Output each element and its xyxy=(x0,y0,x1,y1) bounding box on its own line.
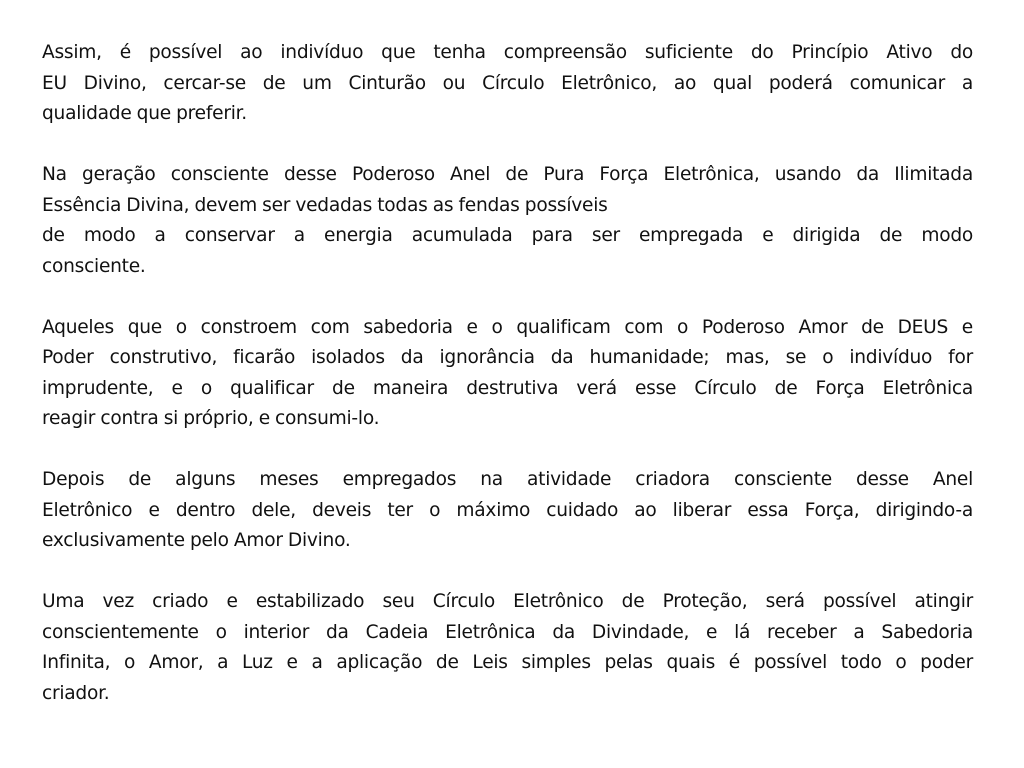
text-line: reagir contra si próprio, e consumi-lo. xyxy=(42,408,380,429)
paragraph-6 xyxy=(42,587,973,709)
paragraph-1 xyxy=(42,38,973,130)
text-line: imprudente, e o qualificar de maneira destrutiva verá esse Círculo de Força Eletrônica xyxy=(42,377,973,399)
text-line: Essência Divina, devem ser vedadas todas as fendas possíveis xyxy=(42,194,608,216)
paragraph-2 xyxy=(42,160,973,221)
text-line: de modo a conservar a energia acumulada para ser empregada e dirigida de modo xyxy=(42,225,973,246)
paragraph-5 xyxy=(42,465,973,557)
text-line: EU Divino, cercar-se de um Cinturão ou Círculo Eletrônico, ao qual poderá comunicar a xyxy=(42,72,973,94)
text-line: Uma vez criado e estabilizado seu Círculo Eletrônico de Proteção, será possível atingir xyxy=(42,591,973,612)
text-line: qualidade que preferir. xyxy=(42,103,247,124)
text-line: Depois de alguns meses empregados na atividade criadora consciente desse Anel xyxy=(42,469,973,490)
text-body xyxy=(42,38,973,709)
text-line: Poder construtivo, ficarão isolados da ignorância da humanidade; mas, se o indivíduo for xyxy=(42,347,973,368)
text-line: Aqueles que o constroem com sabedoria e o qualificam com o Poderoso Amor de DEUS e xyxy=(42,316,973,338)
text-line: Na geração consciente desse Poderoso Anel de Pura Força Eletrônica, usando da Ilimitada xyxy=(42,164,973,185)
text-line: criador. xyxy=(42,682,110,704)
paragraph-3 xyxy=(42,221,973,282)
text-line: consciente. xyxy=(42,255,146,277)
text-line: exclusivamente pelo Amor Divino. xyxy=(42,530,351,551)
text-line: Assim, é possível ao indivíduo que tenha compreensão suficiente do Princípio Ativo do xyxy=(42,42,973,63)
paragraph-4 xyxy=(42,313,973,435)
text-line: Eletrônico e dentro dele, deveis ter o máximo cuidado ao liberar essa Força, dirigindo-a xyxy=(42,499,973,521)
text-line: conscientemente o interior da Cadeia Eletrônica da Divindade, e lá receber a Sabedoria xyxy=(42,621,973,643)
text-line: Infinita, o Amor, a Luz e a aplicação de Leis simples pelas quais é possível todo o poder xyxy=(42,652,973,673)
